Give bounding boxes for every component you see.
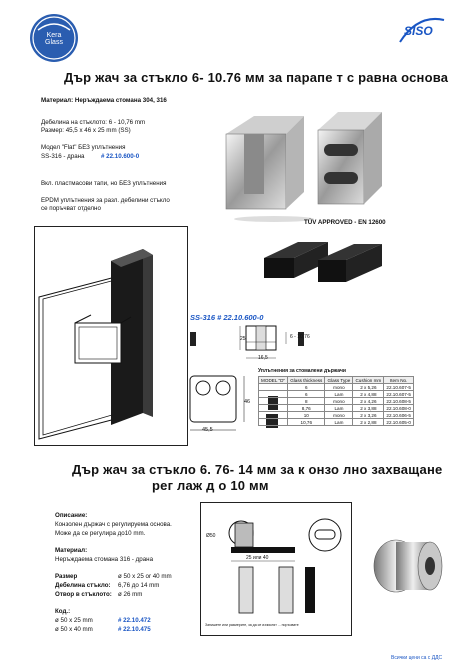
table-cell: Lam xyxy=(325,419,353,426)
tuv-approved: TÜV APPROVED - EN 12600 xyxy=(304,219,386,226)
kera-glass-logo xyxy=(30,14,78,62)
table-cell: 22.10.607-5 xyxy=(384,384,414,391)
table-row xyxy=(259,419,414,426)
dim-45-5: 45,5 xyxy=(202,427,213,433)
table-cell: mono xyxy=(325,384,353,391)
dim-25-40: 25 или 40 xyxy=(246,555,269,561)
s2-code: # 22.10.475 xyxy=(118,626,151,633)
clamp-photo-icon xyxy=(214,104,390,224)
drawing-note: Запишете или размерите, за да се изчислят ... поръчвате xyxy=(205,623,299,627)
front-drawing-icon xyxy=(186,372,264,438)
table-cell: 2 x 4,26 xyxy=(353,398,384,405)
gaskets-photo xyxy=(258,230,388,288)
dim-25: 25 xyxy=(240,336,246,342)
standoff-drawing xyxy=(200,502,352,636)
dim-d50: Ø50 xyxy=(206,533,216,539)
dim-range: 6 - 10,76 xyxy=(290,334,310,340)
front-drawing xyxy=(186,372,264,438)
section2-title-line2: рег лаж д о 10 мм xyxy=(152,478,269,493)
s2-size-value: ø 50 x 25 or 40 mm xyxy=(118,573,172,580)
table-header: Item No. xyxy=(384,377,414,384)
table-header-row xyxy=(259,377,414,384)
installation-drawing xyxy=(34,226,188,446)
table-cell: Lam xyxy=(325,391,353,398)
table-cell: 2 x 4,88 xyxy=(353,391,384,398)
s2-size-label: Размер xyxy=(55,573,78,580)
side-drawing-icon xyxy=(186,322,314,372)
s1-note2-line2: се поръчват отделно xyxy=(41,205,101,212)
clamp-photo xyxy=(214,104,390,224)
gaskets-icon xyxy=(258,230,388,288)
installation-drawing-icon xyxy=(35,227,187,445)
s1-note2-line1: EPDM уплътнения за разл. дебелини стъкло xyxy=(41,197,170,204)
s1-model-code: # 22.10.600-0 xyxy=(101,153,140,160)
table-cell: 22.10.608-0 xyxy=(384,405,414,412)
table-cell: 10 xyxy=(288,412,325,419)
table-cell xyxy=(259,419,288,426)
s2-thick-value: 6,76 до 14 mm xyxy=(118,582,160,589)
s2-material: Неръждаема стомана 316 - драна xyxy=(55,556,154,563)
s2-hole-value: ø 26 mm xyxy=(118,591,143,598)
table-cell xyxy=(259,405,288,412)
s2-desc-label: Описание: xyxy=(55,512,88,519)
table-cell: 22.10.608-5 xyxy=(384,398,414,405)
s1-code-title: SS-316 # 22.10.600-0 xyxy=(190,313,264,322)
table-row xyxy=(259,398,414,405)
table-cell: 10,76 xyxy=(288,419,325,426)
table-cell: mono xyxy=(325,398,353,405)
s1-material: Материал: Неръждаема стомана 304, 316 xyxy=(41,97,167,104)
table-row xyxy=(259,412,414,419)
s1-model-prefix: SS-316 - драна xyxy=(41,153,85,160)
table-cell: 8,76 xyxy=(288,405,325,412)
dim-16-5: 16,5 xyxy=(258,355,268,361)
footer-note: Всички цени са с ДДС xyxy=(391,655,443,661)
s2-desc-line2: Може да се регулира до10 mm. xyxy=(55,530,146,537)
s2-code-size: ø 50 x 40 mm xyxy=(55,626,93,633)
table-cell xyxy=(259,398,288,405)
table-cell xyxy=(259,384,288,391)
table-cell: 2 x 2,88 xyxy=(353,419,384,426)
table-cell: 2 x 3,88 xyxy=(353,405,384,412)
table-row xyxy=(259,391,414,398)
side-drawing xyxy=(186,322,314,372)
table-header: Glass Type xyxy=(325,377,353,384)
table-row xyxy=(259,405,414,412)
table-row xyxy=(259,384,414,391)
table-cell: 6 xyxy=(288,384,325,391)
table-cell: 2 x 3,26 xyxy=(353,412,384,419)
dim-46: 46 xyxy=(244,399,251,405)
s2-code-size: ø 50 x 25 mm xyxy=(55,617,93,624)
table-header: MODEL "D" xyxy=(259,377,288,384)
gasket-table xyxy=(258,376,414,426)
table-cell: 6 xyxy=(288,391,325,398)
table-cell: 22.10.605-0 xyxy=(384,419,414,426)
table-title: Уплътнения за стомалени държачи xyxy=(258,368,346,374)
table-cell: Lam xyxy=(325,405,353,412)
table-cell xyxy=(259,391,288,398)
s2-material-label: Материал: xyxy=(55,547,88,554)
s2-code: # 22.10.472 xyxy=(118,617,151,624)
table-header: Cushion mm xyxy=(353,377,384,384)
s2-code-label: Код.: xyxy=(55,608,71,615)
s1-thickness: Дебелина на стъклото: 6 - 10,76 mm xyxy=(41,119,146,126)
table-cell: 22.10.607-5 xyxy=(384,391,414,398)
s1-note1: Вкл. пластмасови тапи, но БЕЗ уплътнения xyxy=(41,180,167,187)
s2-hole-label: Отвор в стъклото: xyxy=(55,591,112,598)
table-cell: 22.10.606-5 xyxy=(384,412,414,419)
kera-glass-logo-text: Kera Glass xyxy=(45,32,63,46)
table-cell xyxy=(259,412,288,419)
section1-title: Дър жач за стъкло 6- 10.76 мм за парапе т с равна основа xyxy=(64,70,449,85)
siso-logo xyxy=(398,12,446,48)
standoff-drawing-icon xyxy=(201,503,351,635)
table-cell: mono xyxy=(325,412,353,419)
s2-desc-line1: Конзолен държач с регулируема основа. xyxy=(55,521,172,528)
siso-logo-text: SISO xyxy=(404,24,433,38)
s2-thick-label: Дебелина стъкло: xyxy=(55,582,111,589)
table-cell: 2 x 5,26 xyxy=(353,384,384,391)
s1-size: Размер: 45,5 x 46 x 25 mm (SS) xyxy=(41,127,131,134)
standoff-photo xyxy=(358,520,448,610)
standoff-photo-icon xyxy=(358,520,448,610)
s1-model-label: Модел "Flat" БЕЗ уплътнения xyxy=(41,144,126,151)
section2-title-line1: Дър жач за стъкло 6. 76- 14 мм за к онзо лно захващане xyxy=(72,462,443,477)
table-cell: 8 xyxy=(288,398,325,405)
table-header: Glass thickness xyxy=(288,377,325,384)
